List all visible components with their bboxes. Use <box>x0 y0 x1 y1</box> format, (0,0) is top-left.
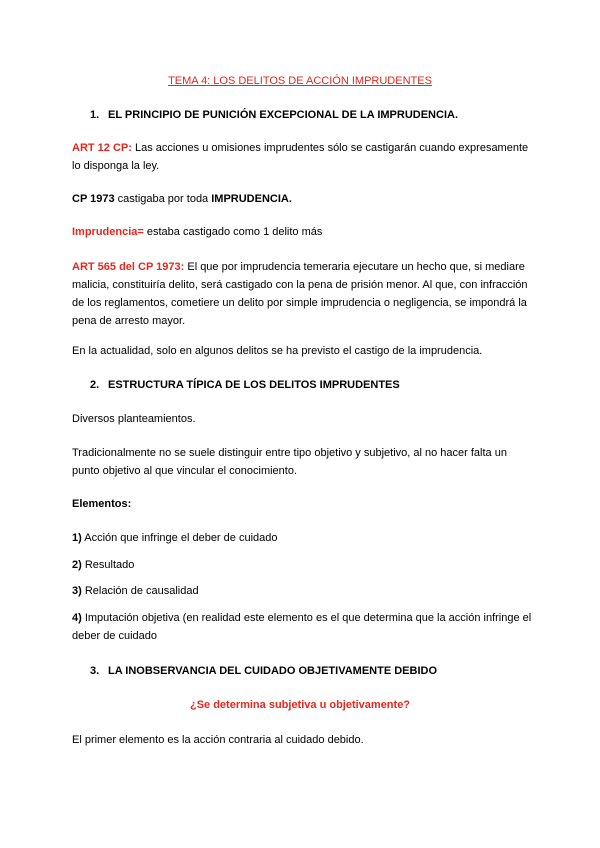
elementos-label: Elementos: <box>72 498 132 510</box>
paragraph-primer-elemento: El primer elemento es la acción contraria al cuidado debido. <box>72 734 364 746</box>
list-item: 2) Resultado <box>72 559 135 571</box>
art12-label: ART 12 CP: <box>72 142 132 154</box>
list-item: 4) Imputación objetiva (en realidad este elemento es el que determina que la acción infringe el deber de cuidado <box>72 612 532 642</box>
paragraph-diversos: Diversos planteamientos. <box>72 413 196 425</box>
section-heading-2: 2. ESTRUCTURA TÍPICA DE LOS DELITOS IMPRUDENTES <box>90 379 400 391</box>
paragraph-actualidad: En la actualidad, solo en algunos delitos se ha previsto el castigo de la imprudencia. <box>72 345 483 357</box>
paragraph-art565: ART 565 del CP 1973: El que por imprudencia temeraria ejecutare un hecho que, si mediare malicia, constituiría delito, será castigado con la pena de prisión menor. Al que, con infracción de los reglamentos, cometiere un delito por simple imprudencia o negligencia, se impondrá la pena de arresto mayor. <box>72 261 528 327</box>
list-item: 1) Acción que infringe el deber de cuidado <box>72 532 278 544</box>
document-title: TEMA 4: LOS DELITOS DE ACCIÓN IMPRUDENTES <box>168 75 432 87</box>
list-item: 3) Relación de causalidad <box>72 585 199 597</box>
section-heading-1: 1. EL PRINCIPIO DE PUNICIÓN EXCEPCIONAL DE LA IMPRUDENCIA. <box>90 109 459 121</box>
paragraph-art12: ART 12 CP: Las acciones u omisiones imprudentes sólo se castigarán cuando expresamente lo disponga la ley. <box>72 142 529 172</box>
paragraph-tradicional: Tradicionalmente no se suele distinguir entre tipo objetivo y subjetivo, al no hacer falta un punto objetivo al que vincular el conocimiento. <box>72 447 507 477</box>
paragraph-cp1973: CP 1973 castigaba por toda IMPRUDENCIA. <box>72 193 292 205</box>
question: ¿Se determina subjetiva u objetivamente? <box>189 699 411 711</box>
paragraph-imprudencia: Imprudencia= estaba castigado como 1 delito más <box>72 226 323 238</box>
section-heading-3: 3. LA INOBSERVANCIA DEL CUIDADO OBJETIVAMENTE DEBIDO <box>90 665 438 677</box>
